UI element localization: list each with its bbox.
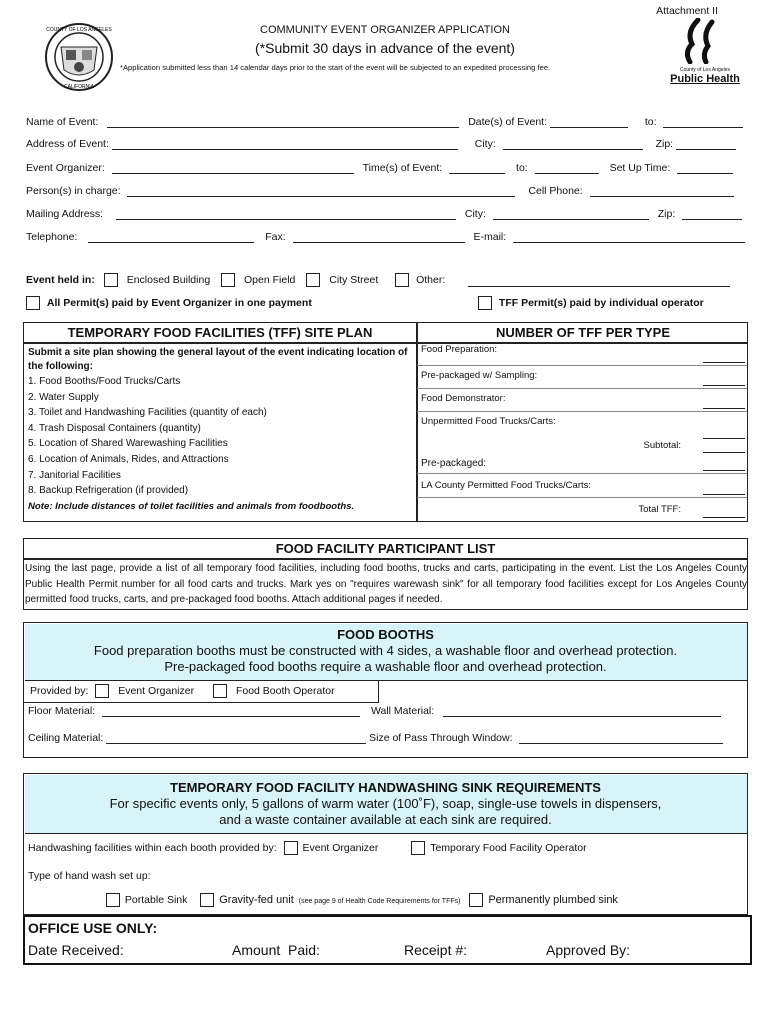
event-organizer-label: Event Organizer: bbox=[26, 162, 105, 174]
address-zip-label: Zip: bbox=[655, 138, 674, 150]
date-received-label: Date Received: bbox=[28, 942, 124, 958]
email-label: E-mail: bbox=[473, 231, 507, 243]
ceiling-material-input[interactable] bbox=[106, 732, 366, 744]
logo-public-health-text: Public Health bbox=[670, 73, 740, 85]
svg-text:CALIFORNIA: CALIFORNIA bbox=[63, 84, 95, 90]
food-booths-line2: Pre-packaged food booths require a washable floor and overhead protection. bbox=[164, 658, 607, 674]
portable-sink-checkbox[interactable] bbox=[106, 893, 120, 907]
handwashing-provided-label: Handwashing facilities within each booth provided by: bbox=[28, 841, 277, 854]
other-label: Other: bbox=[416, 273, 446, 286]
wall-material-label: Wall Material: bbox=[370, 705, 435, 717]
site-plan-instructions bbox=[28, 346, 414, 514]
handwashing-header bbox=[25, 775, 747, 834]
address-zip-input[interactable] bbox=[676, 138, 736, 150]
other-checkbox[interactable] bbox=[395, 273, 409, 287]
wall-material-input[interactable] bbox=[443, 705, 721, 717]
tff-row-label: Pre-packaged w/ Sampling: bbox=[421, 370, 538, 381]
tff-row-unpermitted bbox=[417, 412, 747, 474]
hand-wash-type-label: Type of hand wash set up: bbox=[28, 870, 151, 882]
mailing-address-input[interactable] bbox=[116, 208, 456, 220]
fax-label: Fax: bbox=[265, 231, 286, 243]
portable-sink-label: Portable Sink bbox=[124, 893, 188, 906]
booth-event-organizer-label: Event Organizer bbox=[118, 684, 195, 697]
tff-row-food-prep bbox=[417, 344, 747, 366]
amount-paid-label: Amount Paid: bbox=[232, 942, 320, 958]
site-plan-item: 1. Food Booths/Food Trucks/Carts bbox=[28, 376, 181, 387]
mailing-address-label: Mailing Address: bbox=[26, 208, 104, 220]
enclosed-building-checkbox[interactable] bbox=[104, 273, 118, 287]
form-title: COMMUNITY EVENT ORGANIZER APPLICATION bbox=[260, 24, 510, 36]
tff-unpermitted-input[interactable] bbox=[703, 428, 745, 439]
times-of-event-label: Time(s) of Event: bbox=[362, 162, 443, 174]
form-subtitle: (*Submit 30 days in advance of the event) bbox=[255, 40, 515, 56]
expedited-note: *Application submitted less than 14 calendar days prior to the start of the event will be subjected to an expedited processing fee. bbox=[120, 63, 551, 72]
county-seal-logo bbox=[44, 22, 114, 92]
food-booths-header bbox=[25, 624, 747, 681]
tff-total-row bbox=[417, 498, 747, 522]
site-plan-item: 5. Location of Shared Warewashing Facilities bbox=[28, 438, 228, 450]
set-up-time-input[interactable] bbox=[677, 162, 733, 174]
city-street-label: City Street bbox=[329, 273, 379, 286]
plumbed-sink-label: Permanently plumbed sink bbox=[488, 893, 618, 906]
tff-food-prep-input[interactable] bbox=[703, 352, 745, 363]
receipt-label: Receipt #: bbox=[404, 942, 468, 958]
site-plan-note: Note: Include distances of toilet facilities and animals from foodbooths. bbox=[28, 500, 355, 512]
pass-through-label: Size of Pass Through Window: bbox=[369, 732, 513, 744]
all-permits-checkbox[interactable] bbox=[26, 296, 40, 310]
tff-row-prepackaged-sampling bbox=[417, 366, 747, 389]
address-city-label: City: bbox=[474, 138, 496, 150]
site-plan-intro: Submit a site plan showing the general layout of the event indicating location of the following: bbox=[28, 347, 408, 372]
fax-input[interactable] bbox=[293, 231, 465, 243]
name-of-event-input[interactable] bbox=[107, 116, 459, 128]
tff-row-label: Unpermitted Food Trucks/Carts: bbox=[421, 416, 556, 427]
hw-event-organizer-label: Event Organizer bbox=[302, 841, 379, 854]
cell-phone-label: Cell Phone: bbox=[528, 185, 583, 197]
approved-by-label: Approved By: bbox=[546, 942, 631, 958]
set-up-time-label: Set Up Time: bbox=[609, 162, 671, 174]
site-plan-item: 8. Backup Refrigeration (if provided) bbox=[28, 485, 189, 497]
name-of-event-label: Name of Event: bbox=[26, 116, 99, 128]
tff-row-la-county bbox=[417, 474, 747, 498]
booth-operator-checkbox[interactable] bbox=[213, 684, 227, 698]
telephone-input[interactable] bbox=[88, 231, 254, 243]
booth-operator-label: Food Booth Operator bbox=[235, 684, 335, 697]
dates-of-event-label: Date(s) of Event: bbox=[468, 116, 547, 128]
svg-text:COUNTY OF LOS ANGELES: COUNTY OF LOS ANGELES bbox=[46, 27, 112, 33]
dates-of-event-input[interactable] bbox=[550, 116, 628, 128]
booth-event-organizer-checkbox[interactable] bbox=[95, 684, 109, 698]
mailing-zip-label: Zip: bbox=[657, 208, 676, 220]
handwashing-line2: and a waste container available at each sink are required. bbox=[219, 811, 552, 827]
public-health-logo bbox=[666, 18, 744, 92]
hw-tff-operator-checkbox[interactable] bbox=[411, 841, 425, 855]
provided-by-label: Provided by: bbox=[30, 684, 89, 697]
tff-prepackaged-input[interactable] bbox=[703, 460, 745, 471]
hw-tff-operator-label: Temporary Food Facility Operator bbox=[430, 841, 587, 854]
tff-prepackaged-sampling-input[interactable] bbox=[703, 375, 745, 386]
tff-row-food-demonstrator bbox=[417, 389, 747, 412]
site-plan-item: 6. Location of Animals, Rides, and Attractions bbox=[28, 453, 229, 465]
ceiling-material-label: Ceiling Material: bbox=[28, 732, 104, 744]
tff-types-title: NUMBER OF TFF PER TYPE bbox=[495, 325, 671, 340]
food-booths-line1: Food preparation booths must be constructed with 4 sides, a washable floor and overhead protection. bbox=[93, 642, 678, 658]
site-plan-item: 7. Janitorial Facilities bbox=[28, 469, 121, 481]
handwashing-title: TEMPORARY FOOD FACILITY HANDWASHING SINK REQUIREMENTS bbox=[170, 779, 601, 795]
tff-prepackaged-label: Pre-packaged: bbox=[421, 458, 487, 469]
pass-through-input[interactable] bbox=[519, 732, 723, 744]
event-organizer-input[interactable] bbox=[112, 162, 354, 174]
gravity-fed-label: Gravity-fed unit bbox=[219, 893, 294, 906]
tff-subtotal-input[interactable] bbox=[703, 442, 745, 453]
times-to-label: to: bbox=[516, 162, 528, 174]
event-held-label: Event held in: bbox=[26, 273, 95, 286]
logo-county-text: County of Los Angeles bbox=[679, 67, 731, 73]
tff-total-input[interactable] bbox=[703, 506, 745, 518]
telephone-label: Telephone: bbox=[26, 231, 78, 243]
plumbed-sink-checkbox[interactable] bbox=[469, 893, 483, 907]
tff-permits-label: TFF Permit(s) paid by individual operator bbox=[498, 296, 704, 309]
mailing-zip-input[interactable] bbox=[682, 208, 742, 220]
tff-row-label: Food Demonstrator: bbox=[421, 393, 506, 404]
all-permits-label: All Permit(s) paid by Event Organizer in one payment bbox=[46, 296, 312, 309]
tff-food-demonstrator-input[interactable] bbox=[703, 398, 745, 409]
mailing-city-input[interactable] bbox=[493, 208, 649, 220]
dates-to-input[interactable] bbox=[663, 116, 743, 128]
food-booths-title: FOOD BOOTHS bbox=[337, 626, 434, 642]
participant-list-text: Using the last page, provide a list of all temporary food facilities, including food booths, trucks and carts, participating in the event. List the Los Angeles County Public Health Permit number for all food carts and trucks. Mark yes on "requires warewash sink" for all temporary food facilities except for Los Angeles County permitted food trucks, carts, and pre-packaged food booths. Attach additional pages if needed. bbox=[25, 563, 747, 606]
dates-to-label: to: bbox=[644, 116, 657, 128]
floor-material-label: Floor Material: bbox=[28, 705, 96, 717]
times-of-event-input[interactable] bbox=[449, 162, 505, 174]
address-of-event-input[interactable] bbox=[112, 138, 458, 150]
address-city-input[interactable] bbox=[503, 138, 643, 150]
gravity-fed-note: (see page 9 of Health Code Requirements for TFFs) bbox=[298, 897, 461, 905]
mailing-city-label: City: bbox=[464, 208, 486, 220]
handwashing-line1: For specific events only, 5 gallons of warm water (100˚F), soap, single-use towels in dispensers, bbox=[109, 795, 662, 811]
open-field-label: Open Field bbox=[244, 273, 296, 286]
other-input[interactable] bbox=[468, 275, 730, 287]
times-to-input[interactable] bbox=[535, 162, 599, 174]
tff-permits-checkbox[interactable] bbox=[478, 296, 492, 310]
persons-in-charge-input[interactable] bbox=[127, 185, 515, 197]
enclosed-building-label: Enclosed Building bbox=[126, 273, 211, 286]
site-plan-item: 2. Water Supply bbox=[28, 391, 99, 403]
city-street-checkbox[interactable] bbox=[306, 273, 320, 287]
tff-la-county-input[interactable] bbox=[703, 484, 745, 495]
persons-in-charge-label: Person(s) in charge: bbox=[26, 185, 121, 197]
cell-phone-input[interactable] bbox=[590, 185, 734, 197]
office-use-title: OFFICE USE ONLY: bbox=[28, 920, 158, 936]
tff-row-label: LA County Permitted Food Trucks/Carts: bbox=[421, 480, 592, 491]
site-plan-item: 3. Toilet and Handwashing Facilities (quantity of each) bbox=[28, 407, 267, 419]
hw-event-organizer-checkbox[interactable] bbox=[284, 841, 298, 855]
gravity-fed-checkbox[interactable] bbox=[200, 893, 214, 907]
attachment-label: Attachment II bbox=[656, 5, 718, 17]
tff-total-label: Total TFF: bbox=[638, 504, 681, 515]
site-plan-item: 4. Trash Disposal Containers (quantity) bbox=[28, 422, 201, 434]
email-input[interactable] bbox=[513, 231, 745, 243]
floor-material-input[interactable] bbox=[102, 705, 360, 717]
address-of-event-label: Address of Event: bbox=[26, 138, 109, 150]
open-field-checkbox[interactable] bbox=[221, 273, 235, 287]
tff-row-label: Food Preparation: bbox=[421, 344, 498, 355]
site-plan-title: TEMPORARY FOOD FACILITIES (TFF) SITE PLAN bbox=[67, 325, 373, 340]
participant-list-title: FOOD FACILITY PARTICIPANT LIST bbox=[275, 541, 496, 556]
tff-subtotal-label: Subtotal: bbox=[643, 440, 681, 451]
